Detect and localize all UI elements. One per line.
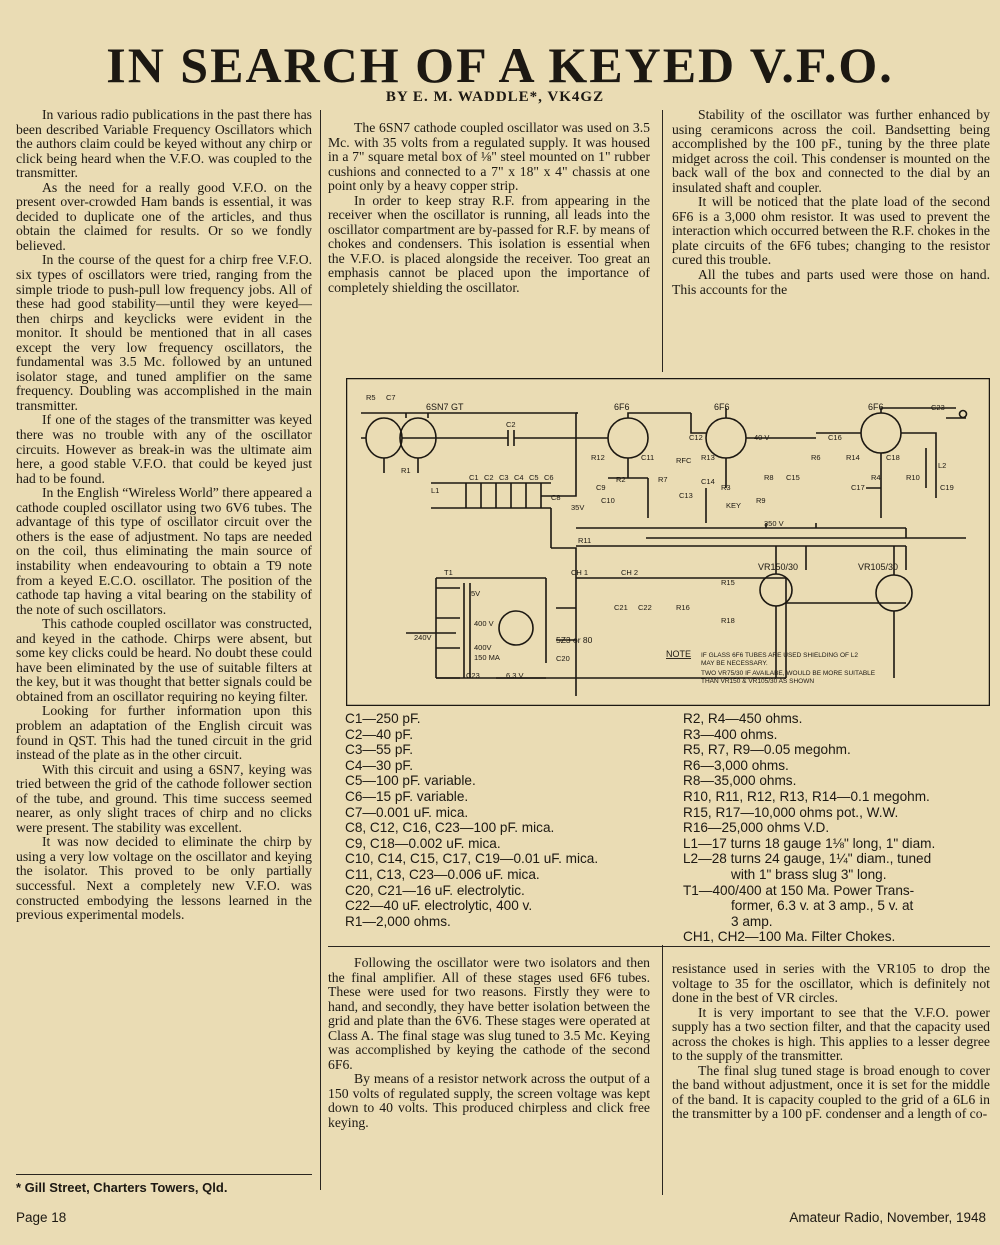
part-entry-continued: former, 6.3 v. at 3 amp., 5 v. at	[731, 898, 914, 914]
paragraph: All the tubes and parts used were those on hand. This accounts for the	[672, 267, 990, 297]
voltage-6-3v: 6.3 V	[506, 671, 524, 680]
part-entry: C2—40 pF.	[345, 726, 414, 742]
part-entry: R15, R17—10,000 ohms pot., W.W.	[683, 804, 899, 820]
magazine-issue: Amateur Radio, November, 1948	[789, 1210, 986, 1225]
label-r14: R14	[846, 453, 860, 462]
label-r4: R4	[871, 473, 881, 482]
paragraph: By means of a resistor network across the output of a 150 volts of regulated supply, the screen voltage was kept down to 40 volts. This produced chirpless and click free keying.	[328, 1071, 650, 1131]
voltage-400v-a: 400 V	[474, 619, 494, 628]
part-entry: C6—15 pF. variable.	[345, 788, 469, 804]
label-c4: C4	[514, 473, 524, 482]
paragraph: It will be noticed that the plate load of the second 6F6 is a 3,000 ohm resistor. It was used to prevent the interaction which occurred between the R.F. chokes in the plate circuits of the 6F6 tubes; changing to the resistor cured this trouble.	[672, 194, 990, 268]
paragraph: With this circuit and using a 6SN7, keying was tried between the grid of the cathode follower section of the tube, and ground. This time success seemed nearer, as only slight traces of chirp and no clicks were present. The stability was excellent.	[16, 761, 312, 835]
label-c14: C14	[701, 477, 715, 486]
column-3-bottom	[672, 962, 990, 1122]
paragraph: In the course of the quest for a chirp free V.F.O. six types of oscillators were tried, ranging from the simple triode to push-pull low frequency jobs. All of these had good stability—until they were keyed—then chirps and keyclicks were evident in the monitor. It should be mentioned that in all cases except the very low frequency oscillators, the fundamental was 3.5 Mc. followed by an untuned isolator stage, and tuned amplifier on the same frequency. Doubling was accomplished in the main transmitter.	[16, 252, 312, 413]
label-c1: C1	[469, 473, 479, 482]
part-entry: C5—100 pF. variable.	[345, 773, 476, 789]
paragraph: This cathode coupled oscillator was constructed, and keyed in the cathode. Chirps were absent, but some key clicks could be heard. No doubt these could have been eliminated by the use of suitable filters at the key, but it was thought that better signals could be obtained from an oscillator requiring no keying filter.	[16, 616, 312, 704]
label-c2b: C2	[484, 473, 494, 482]
part-entry: C9, C18—0.002 uF. mica.	[345, 835, 501, 851]
voltage-400v-b: 400V	[474, 643, 492, 652]
label-r3: R3	[721, 483, 731, 492]
parts-list-left	[345, 711, 665, 929]
paragraph: It is very important to see that the V.F.O. power supply has a two section filter, and that the capacity used across the chokes is high. This applies to a lesser degree to the supply of the transmitter.	[672, 1004, 990, 1064]
parts-list-right	[683, 711, 993, 945]
part-entry: R2, R4—450 ohms.	[683, 711, 803, 726]
author-footnote: * Gill Street, Charters Towers, Qld.	[16, 1180, 228, 1195]
part-entry: C10, C14, C15, C17, C19—0.01 uF. mica.	[345, 851, 599, 867]
label-c18: C18	[886, 453, 900, 462]
paragraph: As the need for a really good V.F.O. on the present over-crowded Ham bands is essential, it was decided to duplicate one of the articles, and thus obtain the claimed for results. Or so we fondly believed.	[16, 179, 312, 253]
part-entry: C7—0.001 uF. mica.	[345, 804, 469, 820]
column-divider	[662, 110, 663, 372]
column-divider	[320, 110, 321, 1190]
label-r12: R12	[591, 453, 605, 462]
label-r7: R7	[658, 475, 668, 484]
page-number: Page 18	[16, 1210, 67, 1225]
label-c2: C2	[506, 420, 516, 429]
label-c21: C21	[614, 603, 628, 612]
paragraph: The 6SN7 cathode coupled oscillator was used on 3.5 Mc. with 35 volts from a regulated supply. It was housed in a 7" square metal box of ⅛" steel mounted on 1" rubber cushions and connected to a 7" x 18" x 4" chassis at one point only by a heavy copper strip.	[328, 120, 650, 194]
label-c23b: C23	[466, 671, 480, 680]
part-entry-continued: 3 amp.	[731, 913, 773, 929]
label-c7: C7	[386, 393, 396, 402]
label-c16: C16	[828, 433, 842, 442]
label-c6: C6	[544, 473, 554, 482]
label-r18: R18	[721, 616, 735, 625]
paragraph: resistance used in series with the VR105 to drop the voltage to 35 for the oscillator, which is definitely not done in the best of VR circles.	[672, 961, 990, 1006]
tube-6f6-c: 6F6	[868, 402, 884, 412]
voltage-350v: 350 V	[764, 519, 784, 528]
label-l1: L1	[431, 486, 440, 495]
label-ch2: CH 2	[621, 568, 639, 577]
column-divider	[662, 945, 663, 1195]
label-r13: R13	[701, 453, 715, 462]
voltage-5v: 5V	[471, 589, 481, 598]
part-entry: R8—35,000 ohms.	[683, 773, 797, 789]
article-byline: BY E. M. WADDLE*, VK4GZ	[385, 89, 605, 105]
paragraph: Looking for further information upon this problem an adaptation of the English circuit was found in QST. This had the tuned circuit in the grid instead of the plate as in the other circuit.	[16, 703, 312, 763]
label-r10: R10	[906, 473, 920, 482]
paragraph: In the English “Wireless World” there appeared a cathode coupled oscillator using two 6V6 tubes. The advantage of this type of oscillator circuit over the others is the ease of adjustment. No taps are needed on the coil, thus eliminating the main source of instability when endeavouring to obtain a T9 note from a keyed E.C.O. oscillator. The position of the cathode tap having a vital bearing on the stability of the note of such oscillators.	[16, 485, 312, 617]
part-entry: C11, C13, C23—0.006 uF. mica.	[345, 866, 540, 882]
note-line: TWO VR75/30 IF AVAILABE, WOULD BE MORE SUITABLE	[701, 670, 876, 677]
label-c20: C20	[556, 654, 570, 663]
label-rfc: RFC	[676, 456, 692, 465]
part-entry: C1—250 pF.	[345, 711, 421, 726]
label-ch1: CH 1	[571, 568, 589, 577]
part-entry-continued: with 1" brass slug 3" long.	[731, 866, 887, 882]
part-entry: L2—28 turns 24 gauge, 1¼" diam., tuned	[683, 851, 932, 867]
column-1	[16, 108, 312, 923]
tube-6sn7: 6SN7 GT	[426, 402, 464, 412]
label-c10: C10	[601, 496, 615, 505]
tube-vr150: VR150/30	[758, 562, 799, 572]
paragraph: Stability of the oscillator was further enhanced by using ceramicons across the coil. Bandsetting being accomplished by the 100 pF., tuning by the three plate midget across the coil. This condenser is mounted on the back wall of the box and connected to the dial by an insulated shaft and coupler.	[672, 107, 990, 195]
label-c19: C19	[940, 483, 954, 492]
part-entry: C20, C21—16 uF. electrolytic.	[345, 882, 525, 898]
note-label: NOTE	[666, 649, 692, 659]
part-entry: T1—400/400 at 150 Ma. Power Trans-	[683, 882, 915, 898]
tube-6f6-a: 6F6	[614, 402, 630, 412]
column-2-bottom	[328, 956, 650, 1131]
column-3-top	[672, 108, 990, 297]
label-r11: R11	[578, 536, 592, 545]
label-c3: C3	[499, 473, 509, 482]
note-line: THAN VR150 & VR105/30 AS SHOWN	[701, 678, 815, 685]
circuit-schematic	[346, 378, 990, 706]
label-l2: L2	[938, 461, 947, 470]
label-c5: C5	[529, 473, 539, 482]
paragraph: If one of the stages of the transmitter was keyed there was no trouble with any of the oscillator circuits. However as break-in was the ultimate aim here, a good stable V.F.O. that could be keyed just had to be found.	[16, 412, 312, 486]
label-r5: R5	[366, 393, 376, 402]
note-line: IF GLASS 6F6 TUBES ARE USED SHIELDING OF L2	[701, 652, 859, 659]
label-c12: C12	[689, 433, 703, 442]
part-entry: R5, R7, R9—0.05 megohm.	[683, 742, 851, 758]
tube-5z3: 5Z3 or 80	[556, 635, 593, 645]
label-r2: R2	[616, 475, 626, 484]
label-r15: R15	[721, 578, 735, 587]
label-r9: R9	[756, 496, 766, 505]
part-entry: C3—55 pF.	[345, 742, 414, 758]
part-entry: C8, C12, C16, C23—100 pF. mica.	[345, 820, 555, 836]
footnote-rule	[16, 1174, 312, 1175]
part-entry: R10, R11, R12, R13, R14—0.1 megohm.	[683, 788, 930, 804]
label-c13: C13	[679, 491, 693, 500]
label-r8: R8	[764, 473, 774, 482]
section-rule	[328, 946, 990, 947]
label-r16: R16	[676, 603, 690, 612]
part-entry: R1—2,000 ohms.	[345, 913, 451, 929]
label-c11: C11	[641, 453, 655, 462]
part-entry: C22—40 uF. electrolytic, 400 v.	[345, 898, 533, 914]
paragraph: It was now decided to eliminate the chirp by using a very low voltage on the oscillator and keying the isolator. This proved to be only partially successful. Next a completely new V.F.O. was constructed embodying the lessons learned in the previous experimental models.	[16, 834, 312, 923]
column-2-top	[328, 121, 650, 296]
voltage-40v: 40 V	[754, 433, 770, 442]
label-key: KEY	[726, 501, 742, 510]
label-r1: R1	[401, 466, 411, 475]
tube-6f6-b: 6F6	[714, 402, 730, 412]
part-entry: C4—30 pF.	[345, 757, 414, 773]
label-c9: C9	[596, 483, 606, 492]
tube-vr105: VR105/30	[858, 562, 899, 572]
part-entry: L1—17 turns 18 gauge 1⅛" long, 1" diam.	[683, 835, 936, 851]
article-title: IN SEARCH OF A KEYED V.F.O.	[106, 37, 894, 93]
part-entry: R16—25,000 ohms V.D.	[683, 820, 830, 836]
paragraph: The final slug tuned stage is broad enough to cover the band without adjustment, once it is set for the middle of the band. It is capacity coupled to the grid of a 6L6 in the transmitter by a 100 pF. condenser and a length of co-	[672, 1062, 990, 1122]
voltage-240v: 240V	[414, 633, 432, 642]
voltage-150ma: 150 MA	[474, 653, 500, 662]
label-c17: C17	[851, 483, 865, 492]
part-entry: R6—3,000 ohms.	[683, 757, 789, 773]
label-c22: C22	[638, 603, 652, 612]
note-line: MAY BE NECESSARY.	[701, 660, 768, 667]
label-c23: C23	[931, 403, 945, 412]
voltage-35v: 35V	[571, 503, 585, 512]
label-r6: R6	[811, 453, 821, 462]
label-c15: C15	[786, 473, 800, 482]
label-c8: C8	[551, 493, 561, 502]
part-entry: R3—400 ohms.	[683, 726, 778, 742]
paragraph: In various radio publications in the past there has been described Variable Frequency Oscillators which the authors claim could be keyed without any chirp or click being heard when the V.F.O. was coupled to the transmitter.	[16, 107, 312, 181]
label-t1: T1	[444, 568, 453, 577]
part-entry: CH1, CH2—100 Ma. Filter Chokes.	[683, 929, 896, 945]
paragraph: In order to keep stray R.F. from appearing in the receiver when the oscillator is running, all leads into the oscillator compartment are by-passed for R.F. by means of chokes and condensers. This isolation is essential when the V.F.O. is placed alongside the receiver. Too great an emphasis cannot be placed upon the importance of completely shielding the oscillator.	[328, 192, 650, 296]
paragraph: Following the oscillator were two isolators and then the final amplifier. All of these stages used 6F6 tubes. These were used for two reasons. Firstly they were to hand, and secondly, they have better isolation between the grid and plate than the 6V6. These stages were operated at Class A. The final stage was slug tuned to 3.5 Mc. Keying was accomplished by keying the cathode of the second 6F6.	[328, 955, 650, 1072]
